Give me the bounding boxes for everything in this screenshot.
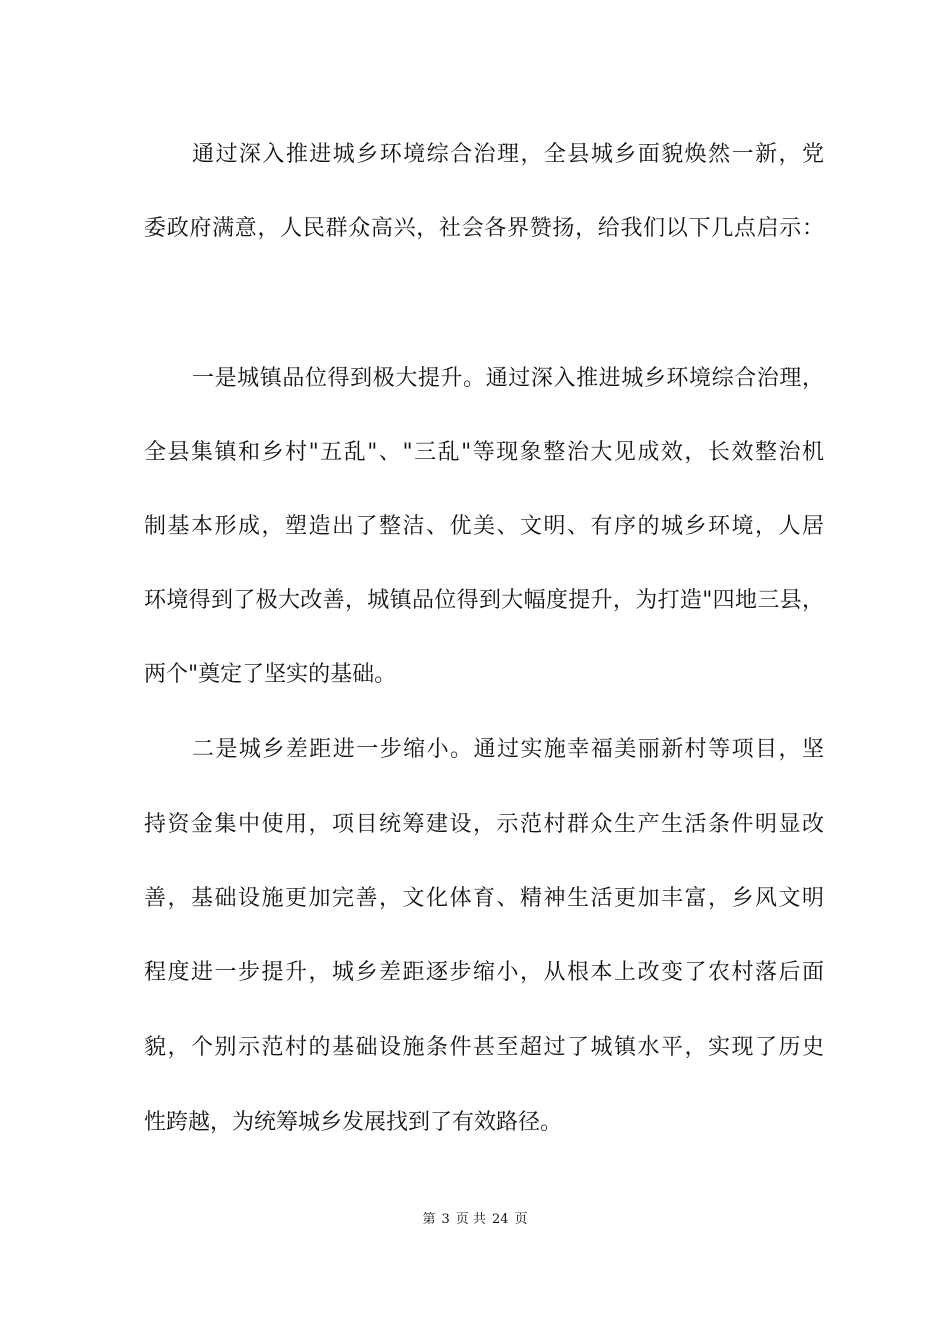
paragraph-2-line-3: 制基本形成，塑造出了整洁、优美、文明、有序的城乡环境，人居 <box>144 514 824 539</box>
page-footer <box>0 1212 950 1228</box>
paragraph-1-line-2: 委政府满意，人民群众高兴，社会各界赞扬，给我们以下几点启示： <box>144 216 824 241</box>
paragraph-2-line-1: 一是城镇品位得到极大提升。通过深入推进城乡环境综合治理， <box>192 366 824 391</box>
paragraph-3-line-4: 程度进一步提升，城乡差距逐步缩小，从根本上改变了农村落后面 <box>144 960 824 985</box>
footer-prefix: 第 <box>422 1212 436 1227</box>
paragraph-3-line-3: 善，基础设施更加完善，文化体育、精神生活更加丰富，乡风文明 <box>144 886 824 911</box>
paragraph-3-line-5: 貌，个别示范村的基础设施条件甚至超过了城镇水平，实现了历史 <box>144 1035 824 1060</box>
paragraph-2-line-2: 全县集镇和乡村"五乱"、"三乱"等现象整治大见成效，长效整治机 <box>144 440 824 465</box>
footer-total-pages: 24 <box>491 1212 509 1227</box>
paragraph-3-line-1: 二是城乡差距进一步缩小。通过实施幸福美丽新村等项目，坚 <box>192 737 824 762</box>
footer-suffix: 页 <box>514 1212 528 1227</box>
paragraph-1-line-1: 通过深入推进城乡环境综合治理，全县城乡面貌焕然一新，党 <box>192 142 824 167</box>
footer-middle: 页 共 <box>455 1212 486 1227</box>
footer-current-page: 3 <box>441 1212 450 1227</box>
paragraph-3-line-6: 性跨越，为统筹城乡发展找到了有效路径。 <box>144 1110 563 1135</box>
paragraph-2-line-5: 两个"奠定了坚实的基础。 <box>144 662 397 687</box>
paragraph-3-line-2: 持资金集中使用，项目统筹建设，示范村群众生产生活条件明显改 <box>144 812 824 837</box>
paragraph-2-line-4: 环境得到了极大改善，城镇品位得到大幅度提升，为打造"四地三县， <box>144 588 824 613</box>
